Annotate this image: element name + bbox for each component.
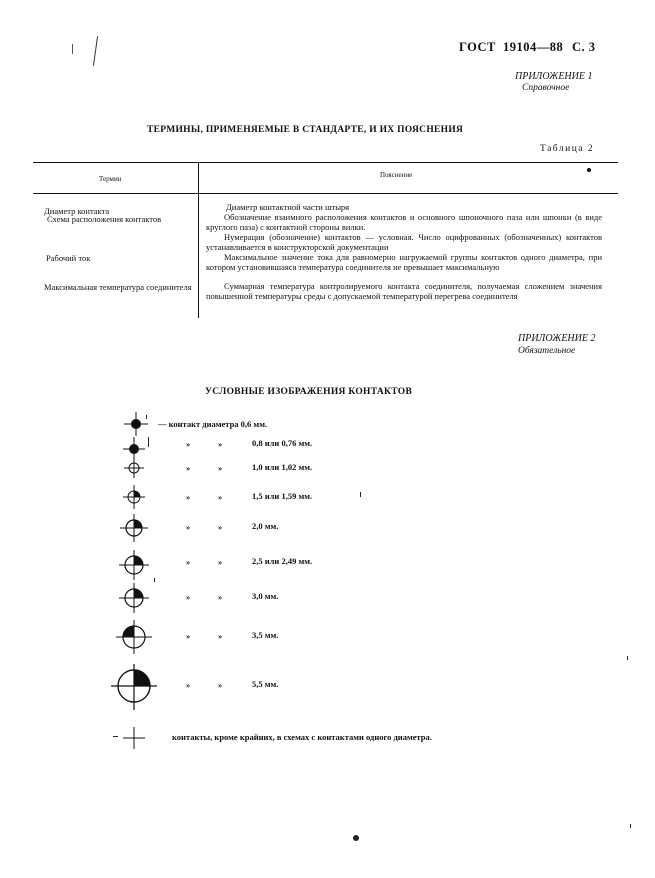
contact-5-5-icon (111, 664, 157, 710)
plain-contact-icon (123, 727, 145, 749)
contact-size-caption: 2,0 мм. (252, 521, 279, 531)
ditto-mark: » (186, 557, 191, 567)
contact-1-0-icon (124, 458, 144, 478)
ditto-mark: » (218, 463, 223, 473)
contact-size-caption: 1,0 или 1,02 мм. (252, 462, 313, 472)
page-number: С. 3 (572, 40, 596, 54)
contact-2-0-icon (120, 514, 148, 542)
ditto-mark: » (186, 492, 191, 502)
ditto-mark: » (218, 557, 223, 567)
ditto-mark: » (218, 492, 223, 502)
ditto-mark: » (218, 680, 223, 690)
ditto-mark: » (186, 680, 191, 690)
contact-size-caption: 0,8 или 0,76 мм. (252, 438, 313, 448)
ditto-mark: » (218, 439, 223, 449)
contact-size-caption: 1,5 или 1,59 мм. (252, 491, 313, 501)
table-row-expl: Максимальное значение тока для равномерно нагружаемой группы контактов одного диаметра, при котором установившаяся температура соединителя не превышает максимальную (206, 252, 602, 272)
ditto-mark: » (186, 522, 191, 532)
appendix1-title: ПРИЛОЖЕНИЕ 1 (515, 71, 593, 82)
contact-3-0-icon (119, 583, 149, 613)
col-expl-header: Пояснение (380, 171, 413, 179)
appendix2-status: Обязательное (518, 346, 576, 356)
contact-3-5-icon (116, 620, 152, 654)
ditto-mark: » (186, 592, 191, 602)
table-row-expl: Суммарная температура контролируемого контакта соединителя, получаемая сложением значения повышенной температуры среды с допускаемой температурой перегрева соединителя (206, 281, 602, 301)
ditto-mark: » (218, 592, 223, 602)
appendix2-title: ПРИЛОЖЕНИЕ 2 (518, 333, 596, 344)
table-label: Таблица 2 (540, 144, 595, 154)
standard-number: 19104—88 (503, 40, 564, 54)
contact-size-caption: 5,5 мм. (252, 679, 279, 689)
contact-size-caption: 3,5 мм. (252, 630, 279, 640)
table-row-expl: Обозначение взаимного расположения контактов и основного шпоночного паза или шпонки (в виде круглого паза) с контактной стороны вилки. (206, 212, 602, 232)
ditto-mark: » (186, 463, 191, 473)
ditto-mark: » (186, 631, 191, 641)
table-row-term: Схема расположения контактов (47, 214, 162, 224)
standard-label: ГОСТ (459, 40, 496, 54)
scan-specks (113, 415, 631, 841)
section-title: ТЕРМИНЫ, ПРИМЕНЯЕМЫЕ В СТАНДАРТЕ, И ИХ ПОЯСНЕНИЯ (147, 125, 464, 135)
ditto-mark: » (186, 439, 191, 449)
col-term-header: Термин (99, 175, 122, 183)
contact-size-caption: 2,5 или 2,49 мм. (252, 556, 313, 566)
ditto-mark: » (218, 631, 223, 641)
plain-contact-caption: контакты, кроме крайних, в схемах с контактами одного диаметра. (172, 732, 432, 742)
table-row-term: Максимальная температура соединителя (44, 282, 192, 292)
ditto-mark: » (218, 522, 223, 532)
table-row-term: Диаметр контакта (44, 206, 110, 216)
table-row-expl: Нумерация (обозначение) контактов — условная. Число оцифрованных (обозначенных) контактов устанавливается в конструкторской документации (206, 232, 602, 252)
appendix1-status: Справочное (522, 83, 570, 93)
contact-2-5-icon (119, 550, 149, 580)
contact-0-8-icon (123, 437, 145, 461)
contact-size-caption: 3,0 мм. (252, 591, 279, 601)
contact-0-6-caption: — контакт диаметра 0,6 мм. (158, 419, 268, 429)
table-row-term: Рабочий ток (46, 253, 91, 263)
table-row-expl: Диаметр контактной части штыря (226, 202, 350, 212)
contacts-title: УСЛОВНЫЕ ИЗОБРАЖЕНИЯ КОНТАКТОВ (205, 387, 413, 397)
contact-0-6-icon (124, 412, 148, 436)
contact-1-5-icon (123, 485, 145, 509)
